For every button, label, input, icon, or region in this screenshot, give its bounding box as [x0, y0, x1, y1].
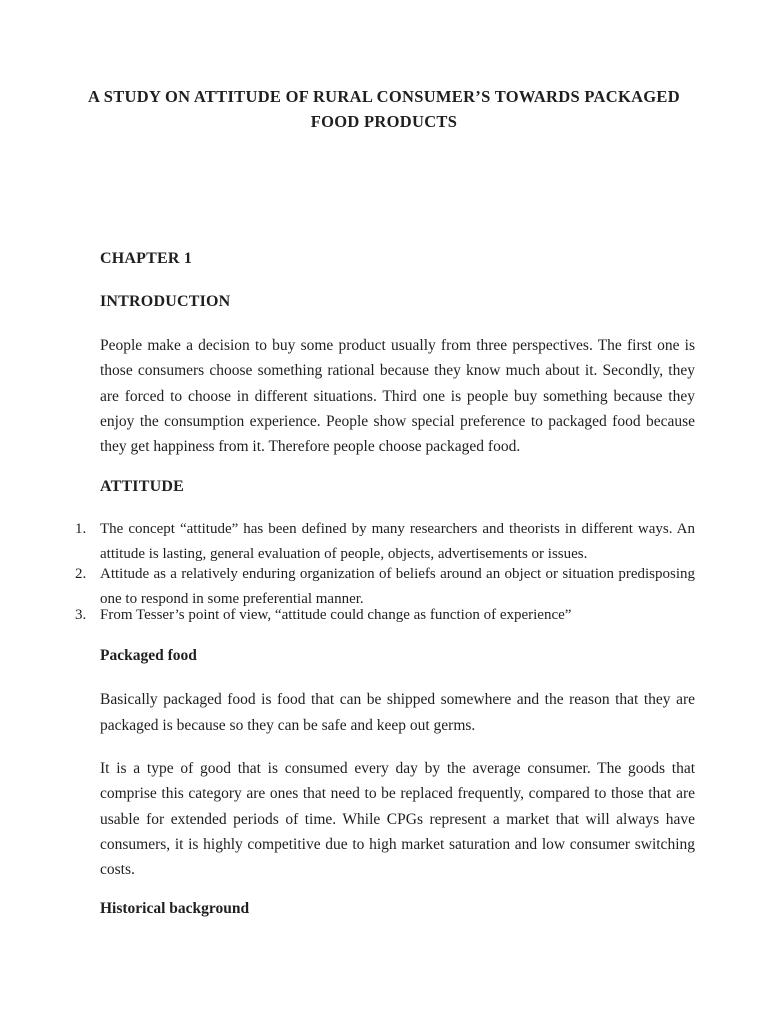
packaged-food-paragraph: Basically packaged food is food that can be shipped somewhere and the reason that they are packaged is because so they can be safe and keep out germs. [100, 691, 695, 734]
attitude-list-item [75, 603, 695, 628]
page-title: A STUDY ON ATTITUDE OF RURAL CONSUMER’S TOWARDS PACKAGED FOOD PRODUCTS [88, 87, 680, 131]
historical-background-heading: Historical background [100, 900, 250, 917]
attitude-heading: ATTITUDE [100, 478, 184, 495]
introduction-paragraph: People make a decision to buy some product usually from three perspectives. The first one is those consumers choose something rational because they know much about it. Secondly, they are forced to choose in different situations. Third one is people buy something because they enjoy the consumption experience. People show special preference to packaged food because they get happiness from it. Therefore people choose packaged food. [100, 337, 695, 456]
list-item-text: Attitude as a relatively enduring organization of beliefs around an object or situation predisposing one to respond in some preferential manner. [100, 566, 695, 607]
list-item-number: 2. [75, 566, 87, 582]
list-item-number: 1. [75, 521, 87, 537]
chapter-heading: CHAPTER 1 [100, 250, 193, 267]
packaged-food-heading: Packaged food [100, 647, 197, 664]
packaged-food-paragraph: It is a type of good that is consumed every day by the average consumer. The goods that comprise this category are ones that need to be replaced frequently, compared to those that are usable for extended periods of time. While CPGs represent a market that will always have consumers, it is highly competitive due to high market saturation and low consumer switching costs. [100, 760, 695, 879]
attitude-list-item [75, 517, 695, 567]
list-item-number: 3. [75, 607, 87, 623]
introduction-heading: INTRODUCTION [100, 293, 231, 310]
list-item-text: The concept “attitude” has been defined by many researchers and theorists in different ways. An attitude is lasting, general evaluation of people, objects, advertisements or issues. [100, 521, 695, 562]
list-item-text: From Tesser’s point of view, “attitude could change as function of experience” [100, 607, 572, 623]
